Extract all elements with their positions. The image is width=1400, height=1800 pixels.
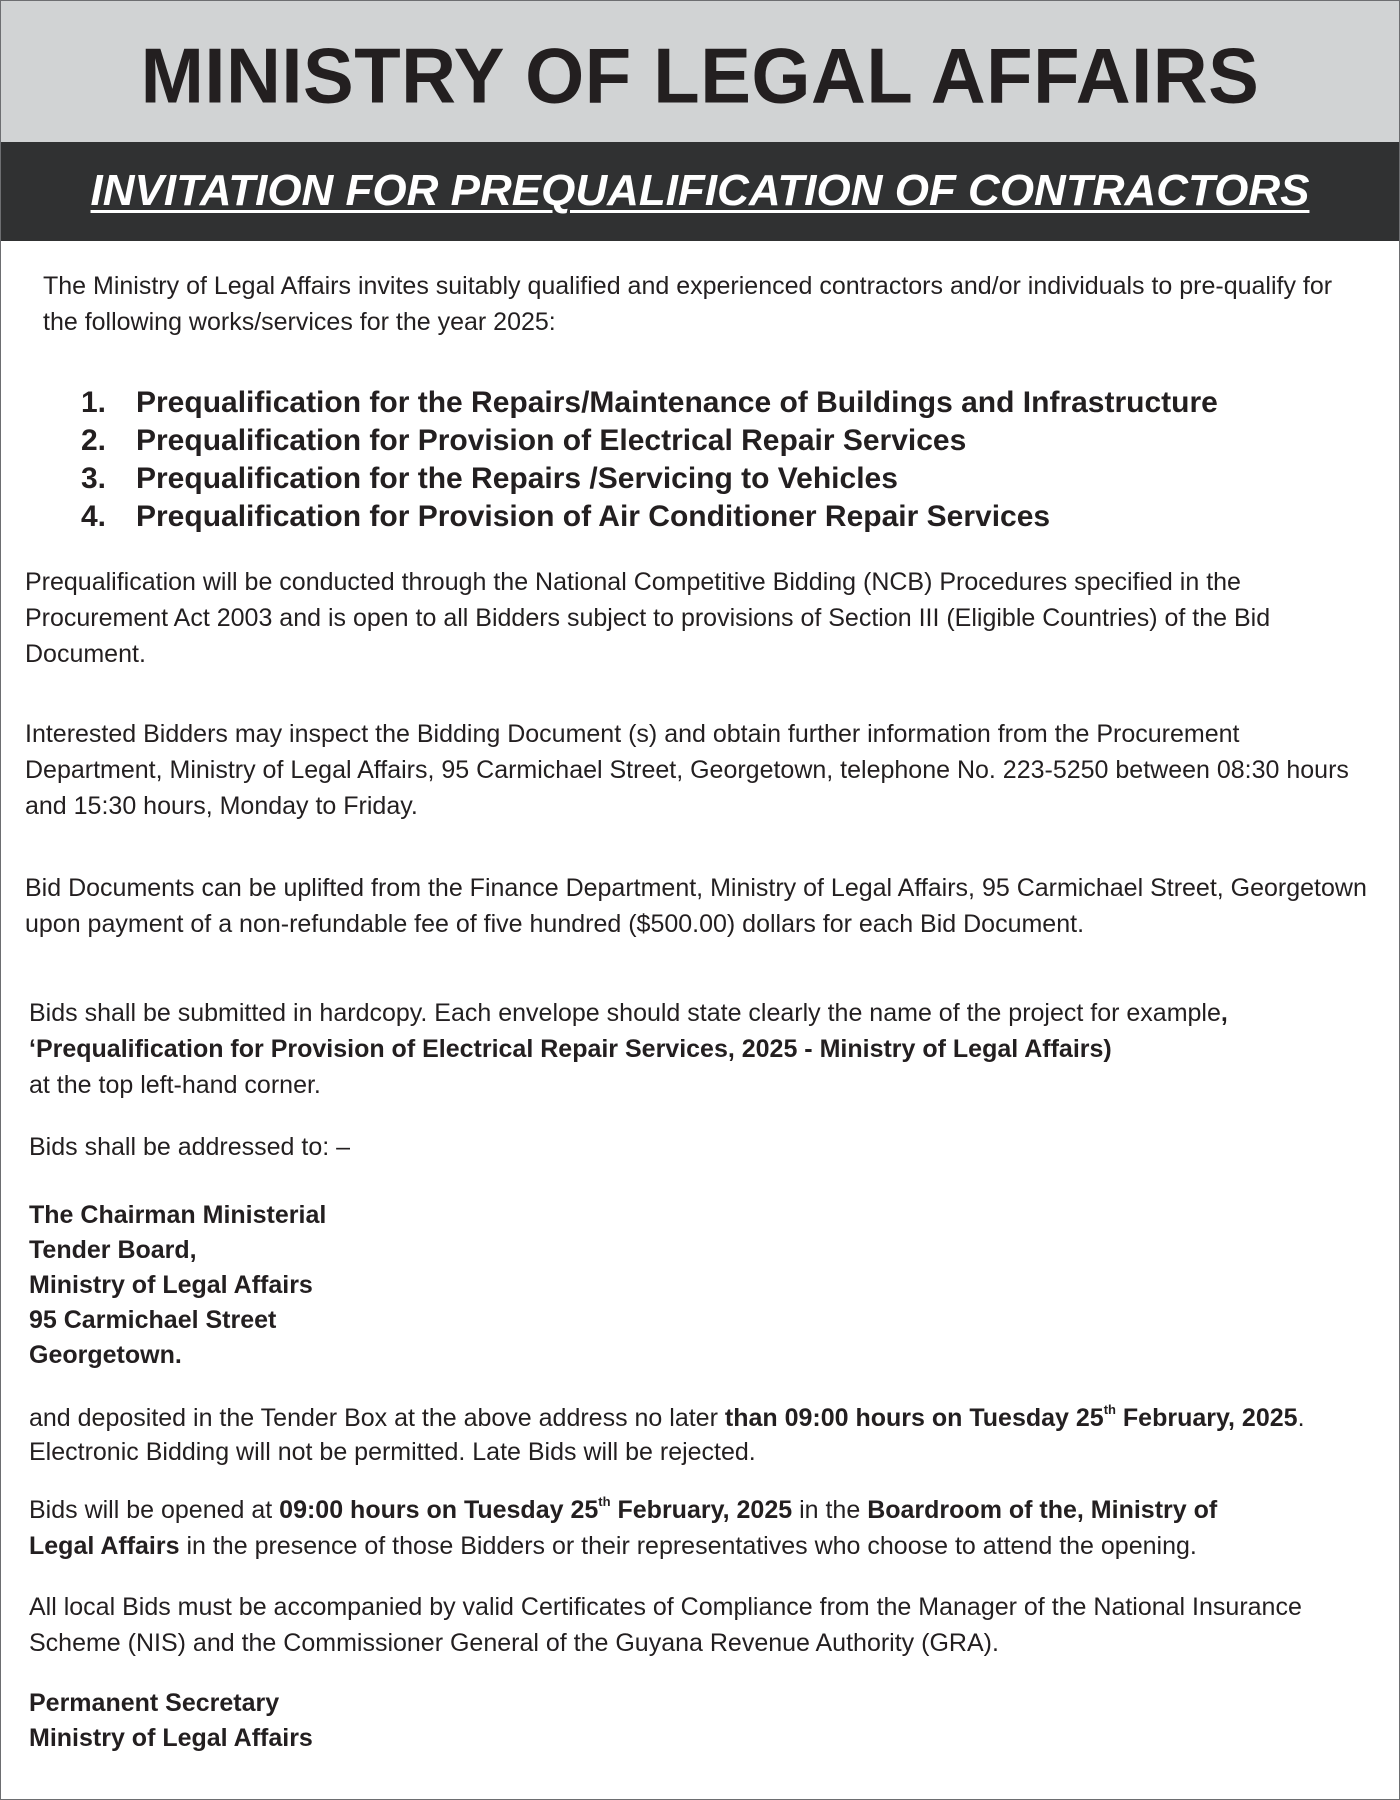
ministry-title: MINISTRY OF LEGAL AFFAIRS <box>140 33 1260 120</box>
signature-ministry: Ministry of Legal Affairs <box>29 1724 313 1752</box>
list-item-text: Prequalification for Provision of Air Conditioner Repair Services <box>136 500 1051 533</box>
tender-board-address <box>29 1198 629 1373</box>
address-line: The Chairman Ministerial <box>29 1201 327 1229</box>
address-line: 95 Carmichael Street <box>29 1306 277 1334</box>
opening-paragraph: Bids will be opened at 09:00 hours on Tuesday 25th February, 2025 in the Boardroom of the, Ministry of Legal Affairs in the presence of those Bidders or their representatives who choose to attend the opening. <box>29 1494 1218 1560</box>
project-example: ‘Prequalification for Provision of Electrical Repair Services, 2025 - Ministry of Legal Affairs) <box>29 1035 1112 1063</box>
list-item-number: 2. <box>81 424 107 457</box>
list-item <box>81 384 1381 422</box>
inspect-paragraph: Interested Bidders may inspect the Bidding Document (s) and obtain further information from the Procurement Department, Ministry of Legal Affairs, 95 Carmichael Street, Georgetown, telephone No. 223-5250 between 08:30 hours and 15:30 hours, Monday to Friday. <box>25 720 1349 820</box>
list-item <box>81 460 1381 498</box>
address-line: Ministry of Legal Affairs <box>29 1271 313 1299</box>
addressed-to: Bids shall be addressed to: – <box>29 1133 351 1161</box>
ncb-paragraph: Prequalification will be conducted through the National Competitive Bidding (NCB) Procedures specified in the Procurement Act 2003 and is open to all Bidders subject to provisions of Section III (Eligible Countries) of the Bid Document. <box>25 568 1271 668</box>
address-line: Georgetown. <box>29 1341 182 1369</box>
list-item-number: 1. <box>81 386 107 419</box>
opening-venue-cont: Legal Affairs <box>29 1532 180 1560</box>
notice-title: INVITATION FOR PREQUALIFICATION OF CONTRACTORS <box>90 166 1310 215</box>
compliance-paragraph: All local Bids must be accompanied by valid Certificates of Compliance from the Manager of the National Insurance Scheme (NIS) and the Commissioner General of the Guyana Revenue Authority (GRA). <box>29 1593 1302 1657</box>
signature-block <box>29 1686 629 1756</box>
opening-venue: Boardroom of the, Ministry of <box>867 1496 1218 1524</box>
deposit-prefix: and deposited in the Tender Box at the above address no later <box>29 1404 725 1432</box>
list-item <box>81 498 1381 536</box>
deposit-suffix: Electronic Bidding will not be permitted. Late Bids will be rejected. <box>29 1438 756 1466</box>
list-item-number: 4. <box>81 500 107 533</box>
subtitle-band <box>1 142 1399 241</box>
opening-time: 09:00 hours on Tuesday 25th February, 2025 <box>279 1494 793 1524</box>
hardcopy-paragraph <box>29 995 1379 1103</box>
hardcopy-comma: , <box>1220 999 1228 1027</box>
deposit-paragraph <box>29 1401 1379 1469</box>
list-item <box>81 422 1381 460</box>
address-line: Tender Board, <box>29 1236 197 1264</box>
list-item-number: 3. <box>81 462 107 495</box>
list-item-text: Prequalification for the Repairs /Servicing to Vehicles <box>136 462 898 495</box>
deposit-period: . <box>1297 1404 1305 1432</box>
list-item-text: Prequalification for Provision of Electrical Repair Services <box>136 424 967 457</box>
deposit-deadline: than 09:00 hours on Tuesday 25th February, 2025 <box>724 1402 1298 1432</box>
intro-paragraph: The Ministry of Legal Affairs invites suitably qualified and experienced contractors and/or individuals to pre-qualify for the following works/services for the year 2025: <box>43 272 1333 336</box>
hardcopy-suffix: at the top left-hand corner. <box>29 1071 321 1099</box>
signature-title: Permanent Secretary <box>29 1689 280 1717</box>
title-band <box>1 1 1399 142</box>
list-item-text: Prequalification for the Repairs/Maintenance of Buildings and Infrastructure <box>136 386 1218 419</box>
hardcopy-text: Bids shall be submitted in hardcopy. Each envelope should state clearly the name of the project for example <box>29 999 1221 1027</box>
works-list <box>81 384 1381 536</box>
uplift-paragraph: Bid Documents can be uplifted from the Finance Department, Ministry of Legal Affairs, 95 Carmichael Street, Georgetown upon payment of a non-refundable fee of five hundred ($500.00) dollars for each Bid Document. <box>25 874 1367 938</box>
